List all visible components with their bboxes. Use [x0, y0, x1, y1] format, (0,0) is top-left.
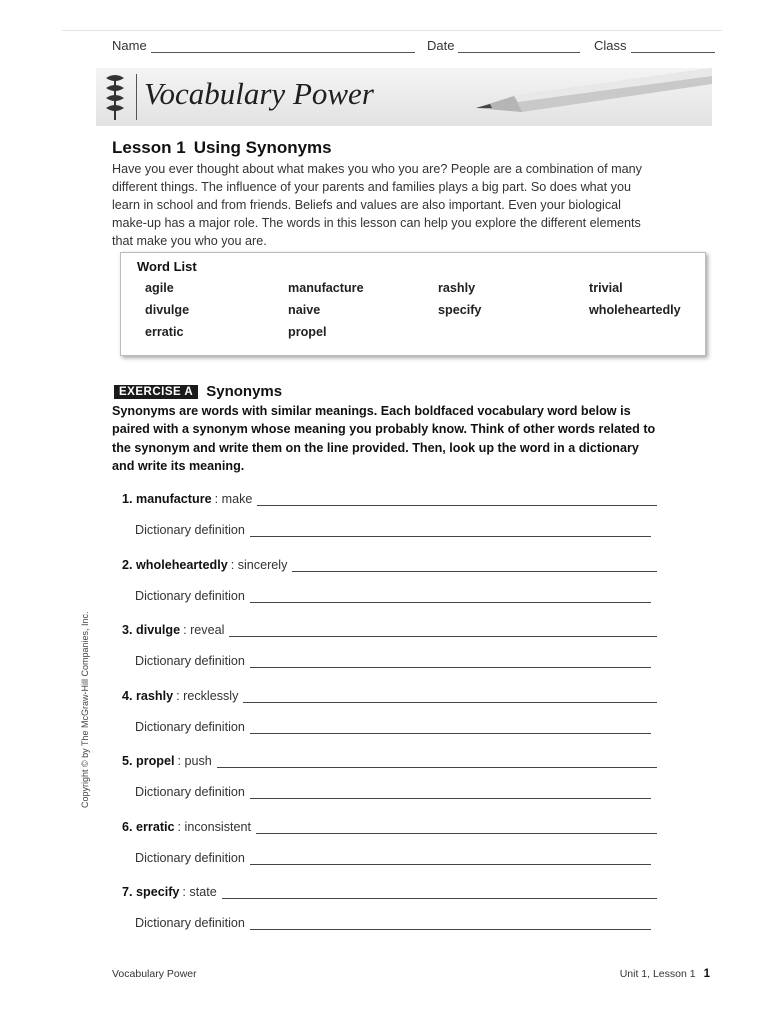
exercise-instructions: Synonyms are words with similar meanings. Each boldfaced vocabulary word below is paired with a synonym whose meaning you probably know. Think of other words related to the synonym and write them on the line provided. Then, look up the word in a dictionary and write its meaning.	[112, 404, 656, 474]
word-list-item: naive	[288, 303, 321, 317]
date-field[interactable]	[427, 38, 580, 53]
definition-line[interactable]	[250, 852, 651, 865]
definition-row	[135, 851, 651, 865]
definition-row	[135, 654, 651, 668]
item-number: 2.	[122, 558, 133, 572]
vocab-word: specify	[136, 885, 180, 899]
lesson-number: Lesson 1	[112, 138, 186, 157]
exercise-item	[122, 492, 657, 506]
word-list-item: agile	[145, 281, 174, 295]
vocab-word: divulge	[136, 623, 181, 637]
item-number: 3.	[122, 623, 133, 637]
definition-row	[135, 523, 651, 537]
word-list-item: rashly	[438, 281, 476, 295]
name-label: Name	[112, 38, 147, 53]
definition-label: Dictionary definition	[135, 785, 245, 799]
exercise-item	[122, 754, 657, 768]
item-number: 7.	[122, 885, 133, 899]
definition-row	[135, 916, 651, 930]
synonym: : push	[177, 754, 212, 768]
definition-line[interactable]	[250, 786, 651, 799]
vocab-word: rashly	[136, 689, 174, 703]
definition-label: Dictionary definition	[135, 654, 245, 668]
lesson-intro: Have you ever thought about what makes you who you are? People are a combination of many different things. The influence of your parents and families plays a big part. So does what you learn in school and from friends. Beliefs and values are also important. Even your biological make-up has a major role. The words in this lesson can help you explore the different elements that make you who you are.	[112, 162, 642, 248]
word-list-title: Word List	[137, 259, 197, 274]
header-fields	[112, 38, 712, 58]
answer-line[interactable]	[256, 821, 657, 834]
synonym: : make	[214, 492, 253, 506]
definition-row	[135, 785, 651, 799]
definition-label: Dictionary definition	[135, 589, 245, 603]
exercise-item	[122, 885, 657, 899]
exercise-heading	[114, 383, 282, 400]
name-field[interactable]	[112, 38, 415, 53]
exercise-item	[122, 689, 657, 703]
exercise-item	[122, 820, 657, 834]
definition-line[interactable]	[250, 590, 651, 603]
synonym: : recklessly	[176, 689, 239, 703]
definition-label: Dictionary definition	[135, 523, 245, 537]
definition-row	[135, 720, 651, 734]
answer-line[interactable]	[243, 690, 657, 703]
synonym: : sincerely	[230, 558, 288, 572]
lesson-subtitle: Using Synonyms	[193, 138, 332, 157]
exercise-item	[122, 623, 657, 637]
item-number: 1.	[122, 492, 133, 506]
date-line[interactable]	[458, 40, 580, 53]
synonym: : inconsistent	[177, 820, 252, 834]
definition-line[interactable]	[250, 524, 651, 537]
answer-line[interactable]	[217, 755, 657, 768]
class-line[interactable]	[631, 40, 715, 53]
exercise-title: Synonyms	[206, 383, 283, 400]
word-list-box	[120, 252, 706, 356]
answer-line[interactable]	[257, 493, 657, 506]
answer-line[interactable]	[222, 886, 657, 899]
name-line[interactable]	[151, 40, 415, 53]
vocab-word: manufacture	[136, 492, 212, 506]
vocab-word: erratic	[136, 820, 175, 834]
item-number: 4.	[122, 689, 133, 703]
footer-page-info	[620, 968, 710, 980]
word-list-item: divulge	[145, 303, 190, 317]
copyright-notice: Copyright © by The McGraw-Hill Companies, Inc.	[80, 611, 90, 808]
word-list-item: manufacture	[288, 281, 364, 295]
exercise-badge: EXERCISE A	[114, 385, 198, 399]
word-list-item: erratic	[145, 325, 184, 339]
book-stack-icon	[102, 72, 128, 124]
banner	[96, 68, 712, 126]
answer-line[interactable]	[229, 624, 657, 637]
vocab-word: wholeheartedly	[136, 558, 228, 572]
pencil-icon	[476, 68, 712, 114]
footer-title: Vocabulary Power	[112, 968, 197, 980]
date-label: Date	[427, 38, 455, 53]
word-list-item: trivial	[589, 281, 623, 295]
class-label: Class	[594, 38, 627, 53]
definition-line[interactable]	[250, 917, 651, 930]
definition-row	[135, 589, 651, 603]
definition-line[interactable]	[250, 721, 651, 734]
definition-line[interactable]	[250, 655, 651, 668]
class-field[interactable]	[594, 38, 715, 53]
definition-label: Dictionary definition	[135, 851, 245, 865]
word-list-item: specify	[438, 303, 482, 317]
item-number: 6.	[122, 820, 133, 834]
banner-divider	[136, 74, 137, 120]
definition-label: Dictionary definition	[135, 916, 245, 930]
definition-label: Dictionary definition	[135, 720, 245, 734]
word-list-item: wholeheartedly	[589, 303, 681, 317]
answer-line[interactable]	[292, 559, 657, 572]
item-number: 5.	[122, 754, 133, 768]
page-edge	[62, 30, 722, 31]
synonym: : reveal	[183, 623, 225, 637]
vocab-word: propel	[136, 754, 175, 768]
footer-unit: Unit 1, Lesson 1	[619, 968, 696, 980]
page-number: 1	[703, 968, 710, 980]
exercise-item	[122, 558, 657, 572]
lesson-title	[112, 138, 332, 158]
synonym: : state	[182, 885, 217, 899]
word-list-item: propel	[288, 325, 327, 339]
banner-title: Vocabulary Power	[144, 76, 374, 111]
